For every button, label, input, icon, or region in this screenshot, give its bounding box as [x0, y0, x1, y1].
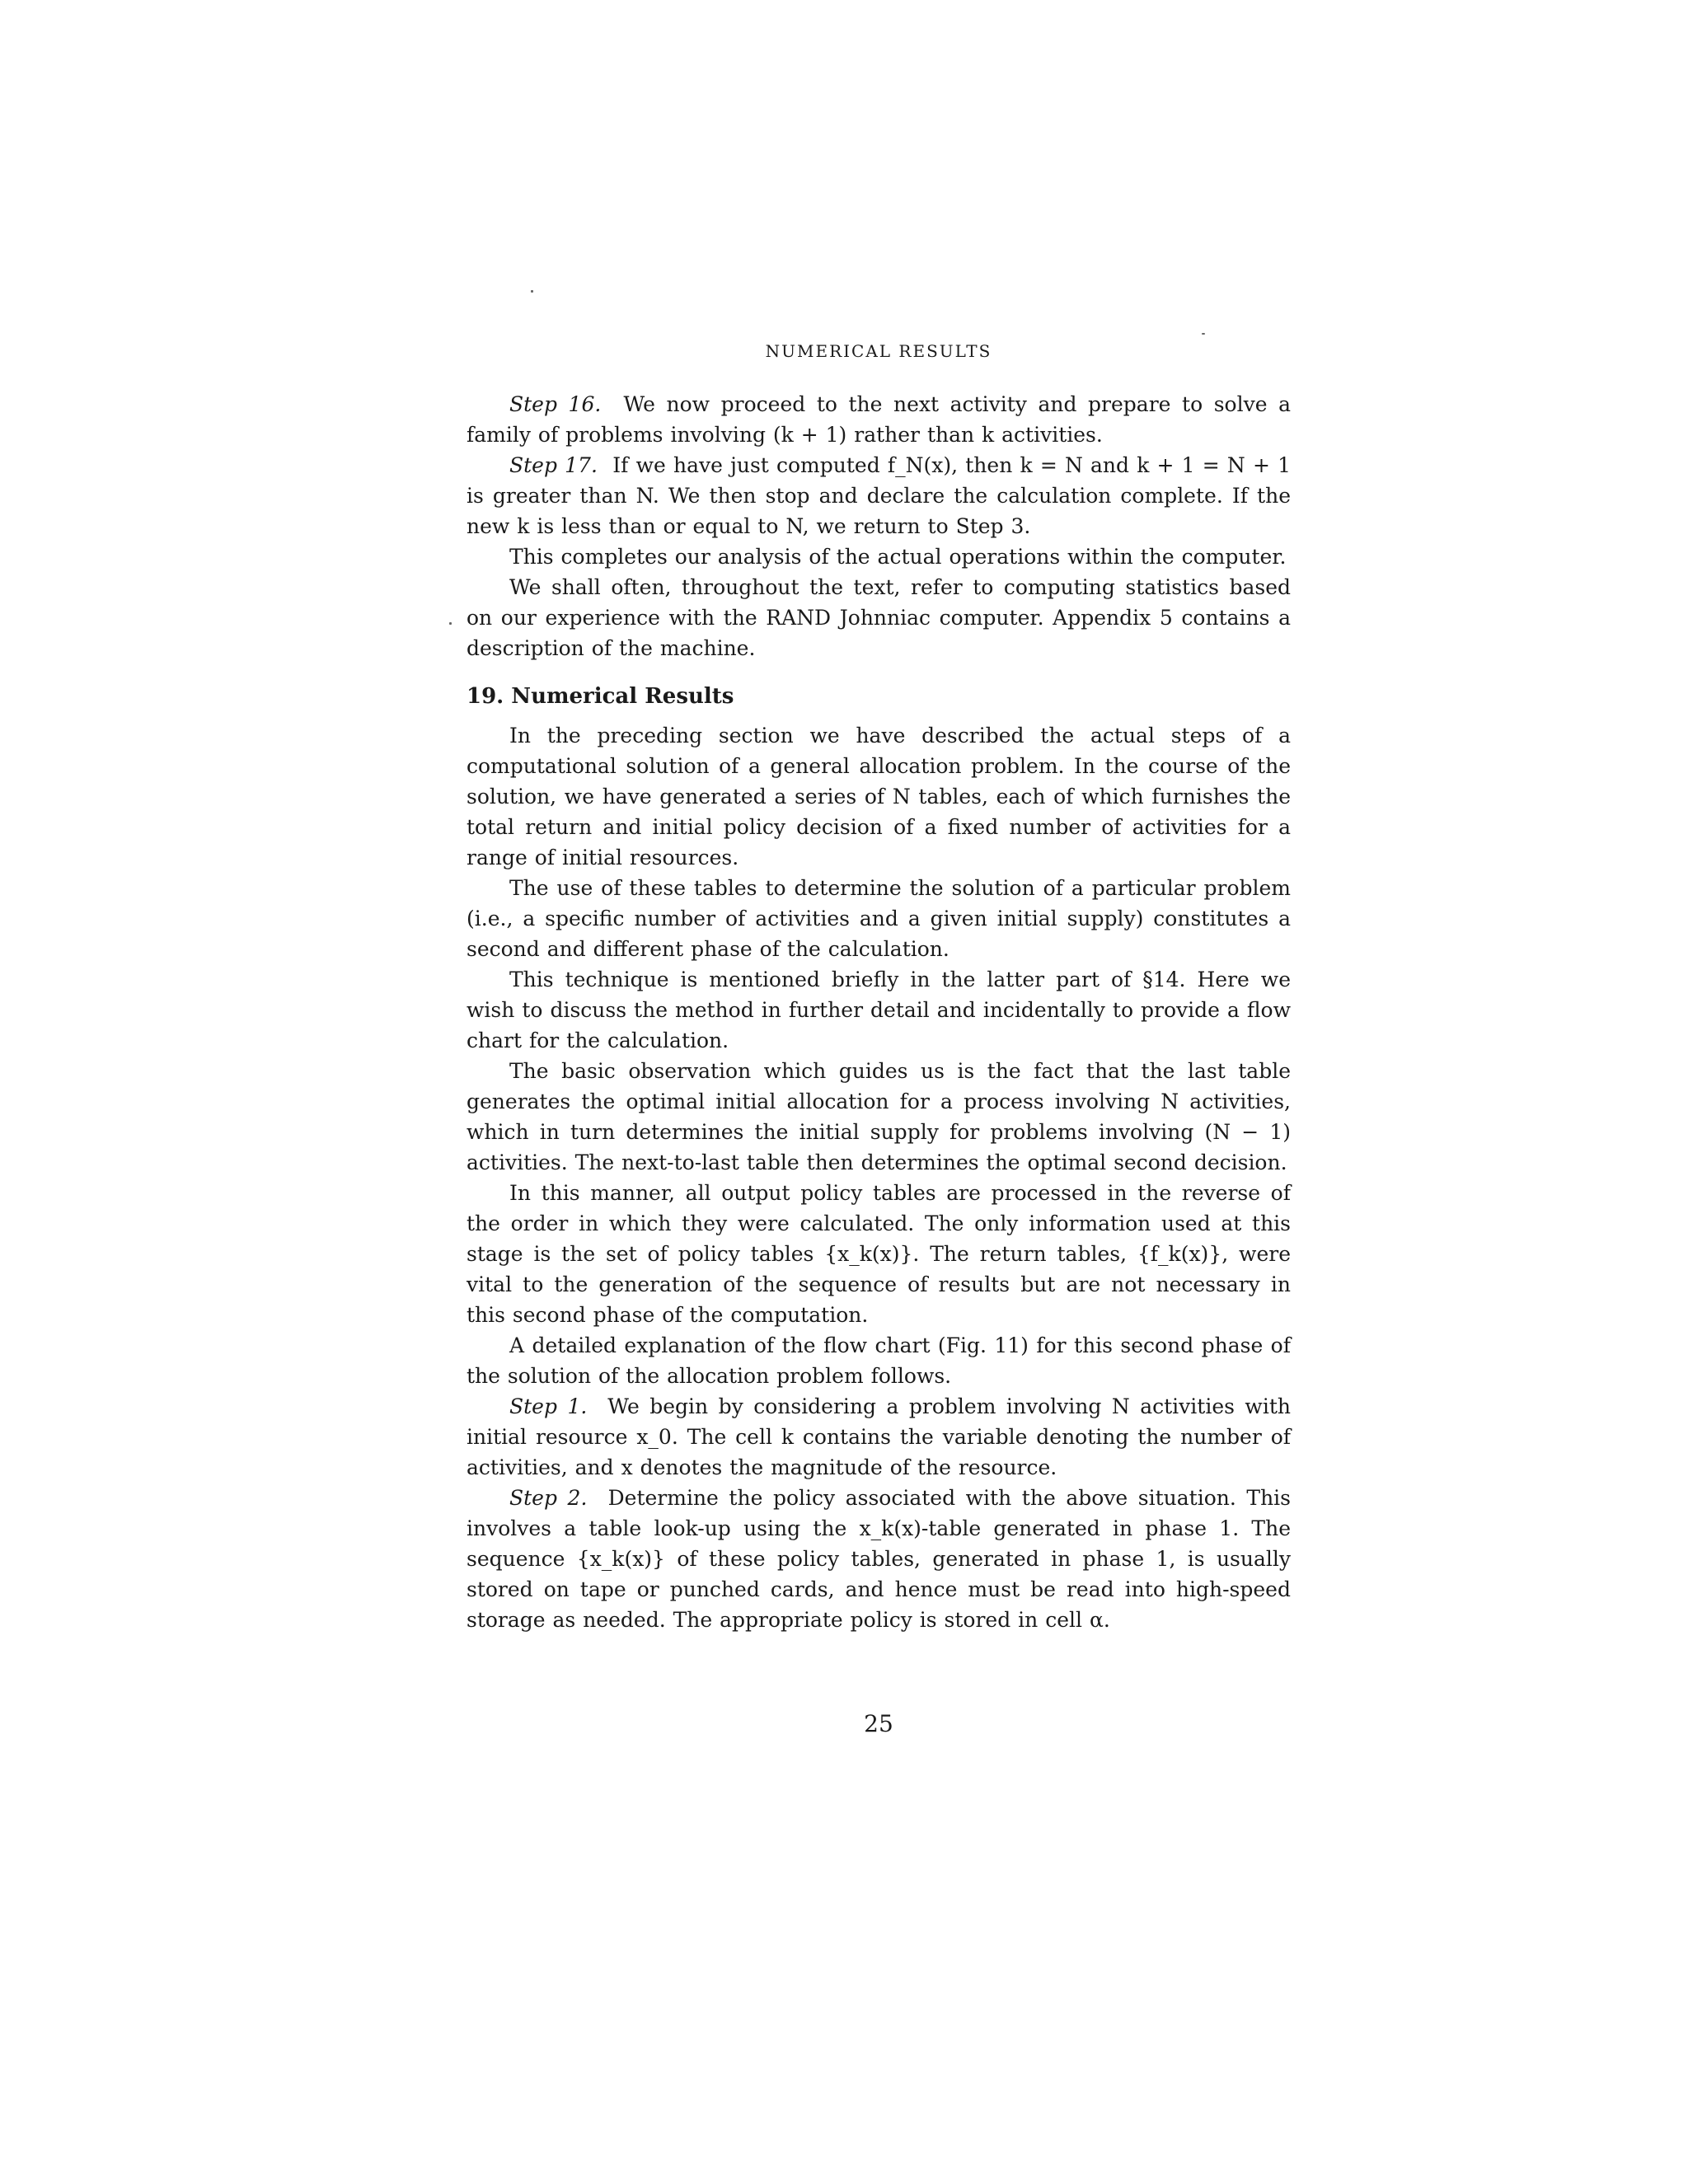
paragraph-text: We shall often, throughout the text, refer to computing statistics based on our experience with the RAND Johnniac computer. Appendix 5 contains a description of the machine.	[467, 575, 1291, 660]
step-label: Step 1.	[509, 1394, 588, 1418]
body-text	[467, 389, 1291, 1635]
book-page	[467, 0, 1291, 2184]
paragraph-flow-chart	[467, 1330, 1291, 1391]
scan-speck	[449, 622, 452, 625]
step-label: Step 16.	[509, 392, 602, 416]
paragraph-text: In the preceding section we have described the actual steps of a computational solution of a general allocation problem. In the course of the solution, we have generated a series of N tables, each of which furnishes the total return and initial policy decision of a fixed number of activities for a range of initial resources.	[467, 724, 1291, 869]
paragraph-basic-observation	[467, 1056, 1291, 1178]
paragraph-text: This completes our analysis of the actual operations within the computer.	[509, 545, 1287, 569]
paragraph-text: The basic observation which guides us is the fact that the last table generates the optimal initial allocation for a process involving N activities, which in turn determines the initial supply for problems involving (N − 1) activities. The next-to-last table then determines the optimal second decision.	[467, 1059, 1291, 1174]
running-head: NUMERICAL RESULTS	[765, 341, 992, 361]
step-label: Step 17.	[509, 453, 598, 477]
section-heading	[467, 682, 1291, 712]
paragraph-use-of-tables	[467, 873, 1291, 964]
paragraph-text: In this manner, all output policy tables are processed in the reverse of the order in which they were calculated. The only information used at this stage is the set of policy tables {x_k(x)}. The return tables, {f_k(x)}, were vital to the generation of the sequence of results but are not necessary in this second phase of the computation.	[467, 1181, 1291, 1327]
scan-speck	[531, 290, 533, 293]
paragraph-text: We now proceed to the next activity and prepare to solve a family of problems involving (k + 1) rather than k activities.	[467, 392, 1291, 447]
paragraph-step-16	[467, 389, 1291, 450]
paragraph-computing-statistics	[467, 572, 1291, 663]
step-label: Step 2.	[509, 1486, 588, 1510]
section-title: Numerical Results	[511, 684, 734, 709]
paragraph-step-1	[467, 1391, 1291, 1483]
paragraph-text: A detailed explanation of the flow chart (Fig. 11) for this second phase of the solution of the allocation problem follows.	[467, 1333, 1291, 1388]
scan-speck	[1202, 333, 1205, 335]
paragraph-analysis-complete	[467, 541, 1291, 572]
page-number: 25	[864, 1710, 893, 1737]
paragraph-text: Determine the policy associated with the above situation. This involves a table look-up using the x_k(x)-table generated in phase 1. The sequence {x_k(x)} of these policy tables, generated in phase 1, is usually stored on tape or punched cards, and hence must be read into high-speed storage as needed. The appropriate policy is stored in cell α.	[467, 1486, 1291, 1632]
paragraph-text: The use of these tables to determine the solution of a particular problem (i.e., a specific number of activities and a given initial supply) constitutes a second and different phase of the calculation.	[467, 876, 1291, 961]
paragraph-technique	[467, 964, 1291, 1056]
section-number: 19.	[467, 684, 504, 709]
paragraph-step-2	[467, 1483, 1291, 1635]
paragraph-text: If we have just computed f_N(x), then k = N and k + 1 = N + 1 is greater than N. We then stop and declare the calculation complete. If the new k is less than or equal to N, we return to Step 3.	[467, 453, 1291, 538]
paragraph-step-17	[467, 450, 1291, 541]
paragraph-text: We begin by considering a problem involving N activities with initial resource x_0. The cell k contains the variable denoting the number of activities, and x denotes the magnitude of the resource.	[467, 1394, 1291, 1479]
paragraph-preceding-section	[467, 720, 1291, 873]
paragraph-text: This technique is mentioned briefly in the latter part of §14. Here we wish to discuss the method in further detail and incidentally to provide a flow chart for the calculation.	[467, 968, 1291, 1052]
paragraph-reverse-order	[467, 1178, 1291, 1330]
